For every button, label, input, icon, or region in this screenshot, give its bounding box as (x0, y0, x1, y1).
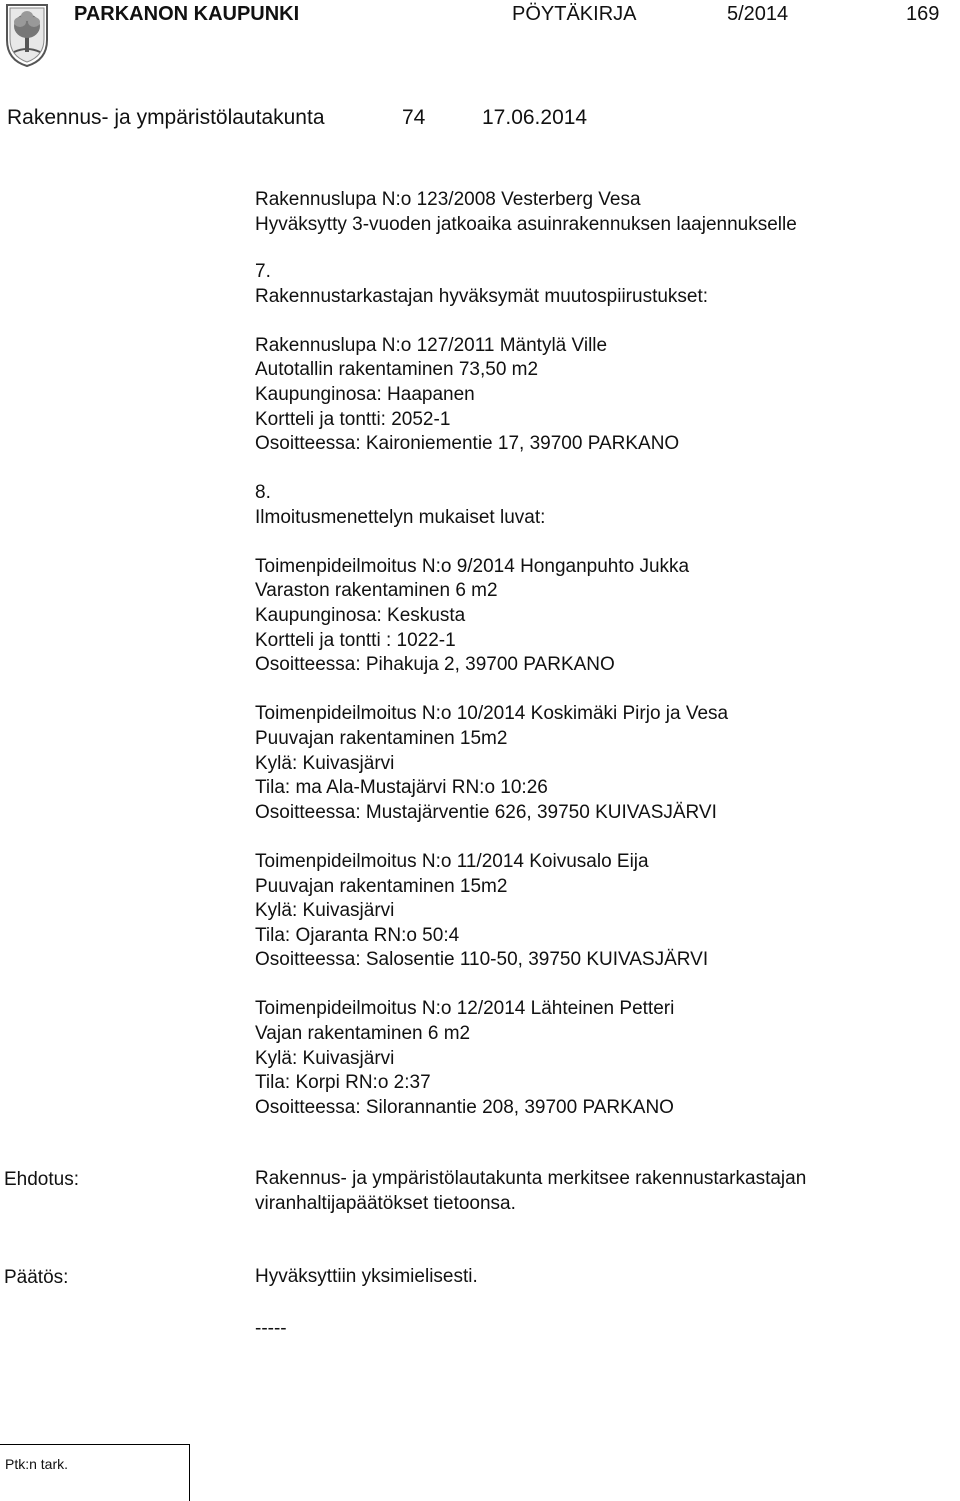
item-7 (255, 260, 708, 457)
entry-line: Vajan rakentaminen 6 m2 (255, 1023, 471, 1045)
intro-line: Hyväksytty 3-vuoden jatkoaika asuinrakennuksen laajennukselle (255, 213, 797, 235)
entry-line: Puuvajan rakentaminen 15m2 (255, 875, 508, 897)
entry-line: Varaston rakentaminen 6 m2 (255, 580, 498, 602)
entry-line: Tila: Korpi RN:o 2:37 (255, 1072, 431, 1094)
section-number: 74 (402, 106, 426, 129)
spacer (255, 825, 728, 850)
item-title: Ilmoitusmenettelyn mukaiset luvat: (255, 506, 546, 528)
organization-name: PARKANON KAUPUNKI (74, 3, 300, 25)
spacer (255, 973, 728, 998)
entry-line: Kylä: Kuivasjärvi (255, 900, 395, 922)
committee-name: Rakennus- ja ympäristölautakunta (7, 106, 325, 129)
entry-line: Toimenpideilmoitus N:o 12/2014 Lähteinen Petteri (255, 998, 675, 1020)
entry-line: Toimenpideilmoitus N:o 10/2014 Koskimäki Pirjo ja Vesa (255, 703, 729, 725)
entry-line: Autotallin rakentaminen 73,50 m2 (255, 359, 539, 381)
review-label: Ptk:n tark. (5, 1456, 69, 1472)
decision-line: Hyväksyttiin yksimielisesti. (255, 1266, 478, 1287)
item-number: 7. (255, 261, 271, 282)
entry-line: Kylä: Kuivasjärvi (255, 1047, 395, 1069)
entry-line: Toimenpideilmoitus N:o 11/2014 Koivusalo Eija (255, 850, 649, 872)
review-box (0, 1444, 190, 1501)
decision-text (255, 1265, 478, 1290)
item-8 (255, 481, 728, 1120)
entry-line: Toimenpideilmoitus N:o 9/2014 Honganpuhto Jukka (255, 555, 690, 577)
intro-line: Rakennuslupa N:o 123/2008 Vesterberg Vesa (255, 189, 641, 210)
intro-block (255, 188, 797, 237)
entry-line: Rakennuslupa N:o 127/2011 Mäntylä Ville (255, 334, 608, 356)
spacer (255, 309, 708, 334)
meeting-date: 17.06.2014 (482, 106, 588, 129)
coat-of-arms-icon (4, 2, 50, 68)
entry-line: Osoitteessa: Pihakuja 2, 39700 PARKANO (255, 654, 615, 676)
entry-line: Osoitteessa: Silorannantie 208, 39700 PARKANO (255, 1096, 674, 1118)
entry-line: Kaupunginosa: Keskusta (255, 604, 466, 626)
entry-line: Tila: Ojaranta RN:o 50:4 (255, 924, 460, 946)
issue-number: 5/2014 (727, 3, 789, 25)
page-number: 169 (906, 3, 940, 25)
end-separator: ----- (255, 1318, 287, 1339)
entry-line: Kaupunginosa: Haapanen (255, 383, 475, 405)
spacer (255, 530, 728, 555)
entry-line: Kortteli ja tontti : 1022-1 (255, 629, 456, 651)
entry-line: Osoitteessa: Mustajärventie 626, 39750 KUIVASJÄRVI (255, 801, 717, 823)
document-type: PÖYTÄKIRJA (512, 3, 637, 25)
proposal-line: viranhaltijapäätökset tietoonsa. (255, 1192, 516, 1214)
entry-line: Osoitteessa: Salosentie 110-50, 39750 KUIVASJÄRVI (255, 949, 709, 971)
decision-label: Päätös: (4, 1267, 69, 1288)
proposal-line: Rakennus- ja ympäristölautakunta merkitsee rakennustarkastajan (255, 1168, 807, 1189)
item-title: Rakennustarkastajan hyväksymät muutospiirustukset: (255, 285, 709, 307)
entry-line: Kylä: Kuivasjärvi (255, 752, 395, 774)
item-number: 8. (255, 482, 271, 503)
entry-line: Puuvajan rakentaminen 15m2 (255, 727, 508, 749)
entry-line: Tila: ma Ala-Mustajärvi RN:o 10:26 (255, 777, 548, 799)
spacer (255, 678, 728, 703)
entry-line: Kortteli ja tontti: 2052-1 (255, 408, 451, 430)
proposal-label: Ehdotus: (4, 1169, 79, 1190)
entry-line: Osoitteessa: Kaironiementie 17, 39700 PARKANO (255, 433, 680, 455)
proposal-text (255, 1167, 806, 1216)
